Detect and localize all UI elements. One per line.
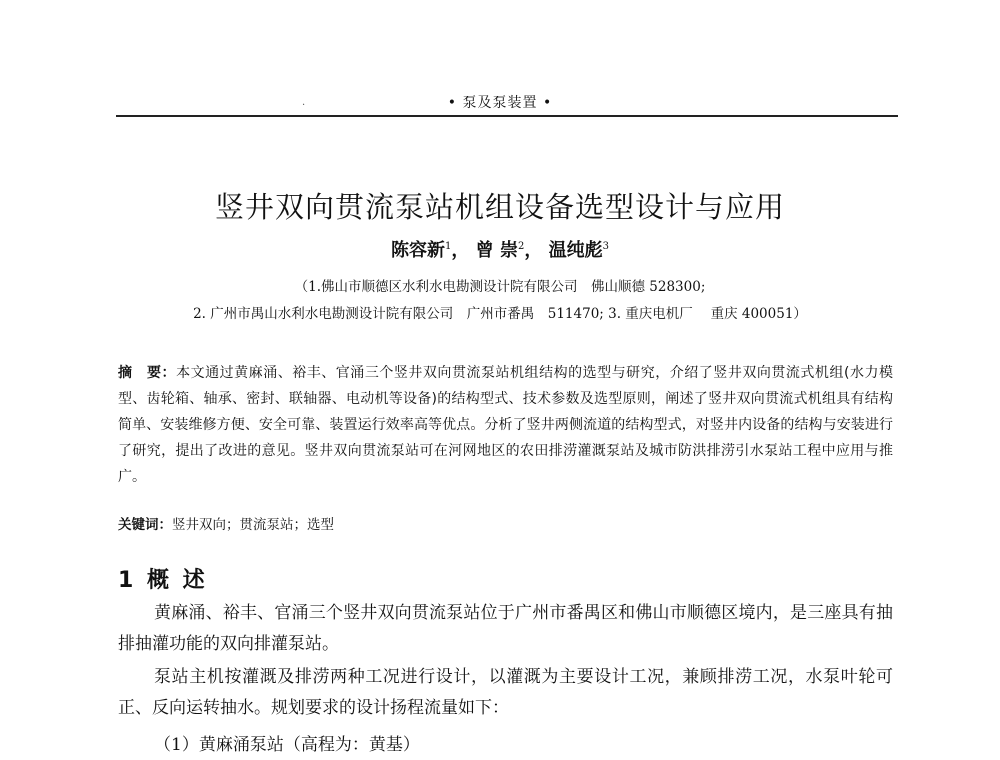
abstract-text: 本文通过黄麻涌、裕丰、官涌三个竖井双向贯流泵站机组结构的选型与研究，介绍了竖井双向贯流式机组(水力模型、齿轮箱、轴承、密封、联轴器、电动机等设备)的结构型式、技术参数及选型原则，阐述了竖井双向贯流式机组具有结构简单、安装维修方便、安全可靠、装置运行效率高等优点。分析了竖井两侧流道的结构型式，对竖井内设备的结构与安装进行了研究，提出了改进的意见。竖井双向贯流泵站可在河网地区的农田排涝灌溉泵站及城市防洪排涝引水泵站工程中应用与推广。 — [118, 365, 893, 485]
scan-mark: . — [302, 97, 306, 108]
author-name: 温纯彪 — [548, 240, 603, 261]
abstract — [118, 360, 893, 490]
keywords-text: 竖井双向；贯流泵站；选型 — [172, 517, 334, 533]
header-divider — [116, 115, 898, 117]
author-affiliation-mark: 1 — [445, 241, 452, 252]
author-list: 陈容新$^1$， 曾 崇$^2$， 温纯彪$^3$ — [391, 240, 609, 261]
body-paragraph: 泵站主机按灌溉及排涝两种工况进行设计，以灌溉为主要设计工况，兼顾排涝工况，水泵叶轮可正、反向运转抽水。规划要求的设计扬程流量如下： — [118, 667, 893, 718]
author-name: 曾 崇 — [475, 240, 518, 261]
abstract-label: 摘 要： — [118, 365, 177, 381]
section-heading: 1 概 述 — [118, 568, 208, 593]
body-paragraph: 黄麻涌、裕丰、官涌三个竖井双向贯流泵站位于广州市番禺区和佛山市顺德区境内，是三座具有抽排抽灌功能的双向排灌泵站。 — [118, 603, 893, 654]
author-affiliation-mark: 2 — [517, 241, 525, 252]
keywords-label: 关键词： — [118, 517, 172, 533]
affiliation-line: 2. 广州市禺山水利水电勘测设计院有限公司 广州市番禺 511470; 3. 重庆电机厂 重庆 400051） — [193, 306, 807, 322]
author-affiliation-mark: 3 — [602, 241, 609, 252]
paper-title: 竖井双向贯流泵站机组设备选型设计与应用 — [214, 190, 785, 224]
author-name: 陈容新 — [391, 240, 446, 261]
keywords — [118, 513, 334, 533]
subsection-item: （1）黄麻涌泵站（高程为：黄基） — [154, 735, 420, 755]
journal-section-header: • 泵及泵装置 • — [447, 95, 553, 111]
affiliation-line: （1.佛山市顺德区水利水电勘测设计院有限公司 佛山顺德 528300; — [294, 279, 706, 295]
